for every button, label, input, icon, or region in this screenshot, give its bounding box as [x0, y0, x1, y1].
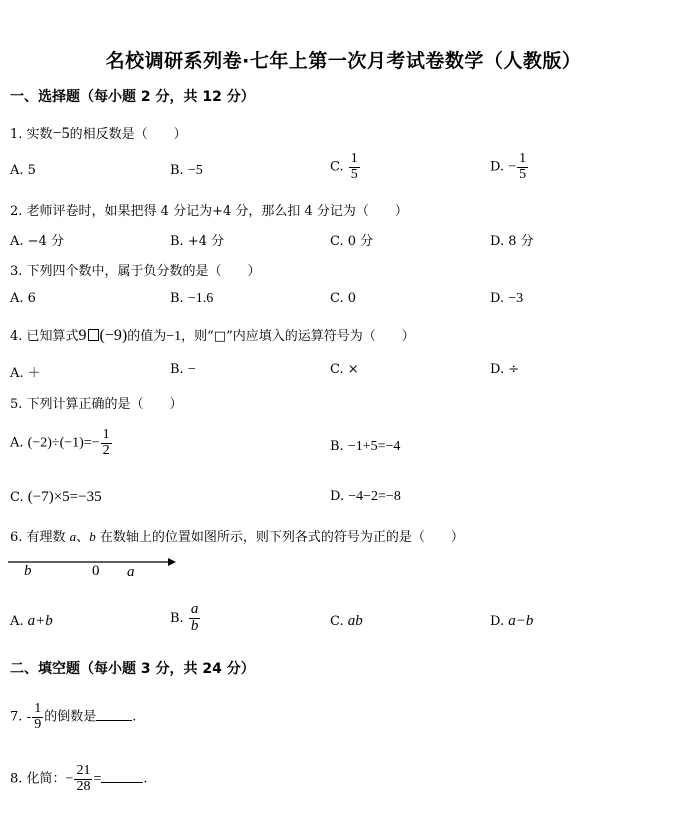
- q6-option-a[interactable]: [10, 613, 53, 630]
- q5-option-a-fraction: [101, 428, 112, 458]
- question-5: 5. 下列计算正确的是（ ）: [10, 397, 183, 412]
- q3-option-b[interactable]: [170, 291, 213, 307]
- q6-option-a-label: A.: [10, 614, 24, 629]
- q1-option-d[interactable]: [490, 152, 529, 182]
- q8-end: .: [143, 771, 148, 787]
- q5-option-c[interactable]: [10, 489, 102, 506]
- q3-option-d-label: D.: [490, 291, 505, 306]
- q4-option-b-value: −: [187, 362, 196, 377]
- q8-prefix: 8. 化简：: [10, 771, 66, 787]
- q3-option-d[interactable]: [490, 291, 523, 307]
- q4-prefix: 4. 已知算式: [10, 329, 79, 344]
- q3-option-b-value: −1.6: [187, 291, 214, 306]
- q5-option-b-expr: −1+5=−4: [347, 439, 401, 454]
- q6-option-b-fraction: [189, 602, 201, 635]
- q4-expr-right: (−9): [99, 327, 128, 344]
- q2-option-b-label: B.: [170, 234, 184, 249]
- q1-option-b[interactable]: [170, 163, 203, 179]
- q1-option-b-value: −5: [187, 163, 203, 178]
- q4-option-c[interactable]: C. ×: [330, 362, 359, 377]
- q1-option-d-denominator: 5: [519, 166, 527, 182]
- q3-option-b-label: B.: [170, 291, 184, 306]
- q4-expr-left: 9: [78, 327, 87, 344]
- q6-separator: 、: [76, 530, 90, 545]
- q2-option-b-value: +4 分: [187, 234, 225, 249]
- q1-option-d-sign: −: [508, 159, 517, 175]
- q3-option-a[interactable]: A. 6: [10, 291, 36, 306]
- q6-option-c-expr: ab: [347, 613, 363, 629]
- q6-option-b-denominator: b: [190, 617, 199, 634]
- q6-prefix: 6. 有理数: [10, 530, 70, 545]
- q4-mid: 的值为: [127, 329, 167, 344]
- q5-option-c-expr: (−7)×5=−35: [27, 489, 102, 505]
- q1-option-a[interactable]: A. 5: [10, 163, 36, 178]
- q4-option-b[interactable]: [170, 362, 196, 378]
- q1-option-c-label: C.: [330, 159, 344, 175]
- q5-option-a-denominator: 2: [102, 442, 110, 458]
- q1-option-d-label: D.: [490, 159, 505, 175]
- q2-option-c[interactable]: C. 0 分: [330, 234, 374, 249]
- q2-option-a[interactable]: [10, 230, 64, 249]
- question-4: [10, 325, 415, 345]
- q7-suffix: 的倒数是: [44, 709, 97, 725]
- q6-option-b[interactable]: [170, 602, 201, 635]
- q3-option-d-value: −3: [508, 291, 524, 306]
- q5-option-d-expr: −4−2=−8: [348, 489, 401, 504]
- operator-box-icon: [88, 329, 99, 341]
- q7-numerator: 1: [34, 701, 42, 716]
- number-line-arrow-icon: [168, 558, 176, 566]
- q4-option-a[interactable]: A. ＋: [10, 366, 41, 381]
- q6-option-c[interactable]: [330, 613, 363, 630]
- q7-fraction: [32, 702, 43, 732]
- q6-option-d-expr: a−b: [508, 613, 534, 629]
- q8-equals: =: [93, 771, 102, 787]
- question-1: [10, 123, 187, 143]
- q6-option-d-label: D.: [490, 614, 505, 629]
- q7-sign: -: [26, 709, 32, 725]
- q8-fraction: [74, 764, 92, 794]
- q1-prefix: 1. 实数: [10, 127, 53, 142]
- question-6: [10, 526, 464, 545]
- question-8: [10, 764, 148, 794]
- q8-numerator: 21: [76, 763, 91, 778]
- q6-option-d[interactable]: [490, 613, 533, 630]
- section-heading-fill: 二、填空题（每小题 3 分，共 24 分）: [10, 661, 255, 677]
- q5-option-b[interactable]: [330, 439, 400, 455]
- q5-option-a-expr: (−2)÷(−1)=−: [27, 435, 100, 451]
- q5-option-d-label: D.: [330, 489, 345, 504]
- q1-option-b-label: B.: [170, 163, 184, 178]
- number-line-label-a: a: [127, 564, 135, 580]
- q2-option-b[interactable]: [170, 230, 224, 249]
- q4-option-d[interactable]: D. ÷: [490, 362, 520, 377]
- q6-option-b-numerator: a: [190, 601, 199, 617]
- q7-end: .: [132, 709, 137, 725]
- q1-number: −5: [52, 125, 70, 142]
- q6-var-a: a: [69, 529, 77, 544]
- q4-option-b-label: B.: [170, 362, 184, 377]
- q6-suffix: 在数轴上的位置如图所示，则下列各式的符号为正的是（ ）: [95, 530, 464, 545]
- q7-answer-blank[interactable]: [96, 720, 132, 721]
- q8-denominator: 28: [76, 778, 91, 794]
- q5-option-a[interactable]: [10, 428, 113, 458]
- q7-denominator: 9: [34, 716, 42, 732]
- q5-option-b-label: B.: [330, 439, 344, 454]
- section-heading-choice: 一、选择题（每小题 2 分，共 12 分）: [10, 89, 255, 105]
- question-2: 2. 老师评卷时，如果把得 4 分记为+4 分，那么扣 4 分记为（ ）: [10, 204, 408, 219]
- number-line-label-zero: 0: [92, 563, 100, 579]
- page-title: 名校调研系列卷·七年上第一次月考试卷数学（人教版）: [105, 50, 582, 72]
- q6-option-a-expr: a+b: [27, 613, 53, 629]
- q2-option-a-value: −4 分: [27, 234, 64, 249]
- q5-option-c-label: C.: [10, 490, 24, 505]
- q2-option-a-label: A.: [10, 234, 24, 249]
- q1-option-c-fraction: [349, 152, 360, 182]
- q5-option-a-numerator: 1: [102, 427, 110, 442]
- question-7: [10, 702, 136, 732]
- question-3: 3. 下列四个数中，属于负分数的是（ ）: [10, 264, 261, 279]
- q3-option-c[interactable]: C. 0: [330, 291, 357, 306]
- q8-sign: −: [65, 771, 74, 787]
- q1-suffix: 的相反数是（ ）: [69, 127, 187, 142]
- q6-var-b: b: [89, 529, 96, 544]
- q5-option-d[interactable]: [330, 489, 401, 505]
- q6-option-c-label: C.: [330, 614, 344, 629]
- q7-prefix: 7.: [10, 709, 23, 725]
- number-line-label-b: b: [24, 563, 32, 579]
- q1-option-c-denominator: 5: [350, 166, 358, 182]
- q1-option-c-numerator: 1: [350, 151, 358, 166]
- q1-option-d-fraction: [517, 152, 528, 182]
- q5-option-a-label: A.: [10, 435, 24, 451]
- q4-suffix: ，则“□”内应填入的运算符号为（ ）: [181, 329, 415, 344]
- q2-option-d[interactable]: D. 8 分: [490, 234, 534, 249]
- q6-option-b-label: B.: [170, 610, 184, 626]
- q8-answer-blank[interactable]: [101, 782, 143, 783]
- q4-value: −1: [166, 329, 182, 344]
- q1-option-c[interactable]: [330, 152, 361, 182]
- q1-option-d-numerator: 1: [519, 151, 527, 166]
